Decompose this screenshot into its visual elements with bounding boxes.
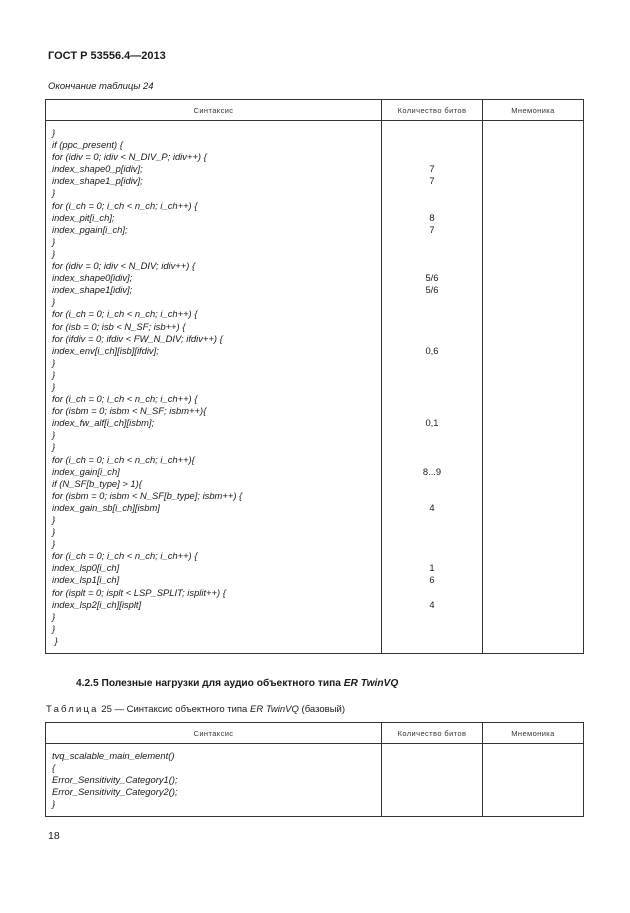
bits-value (382, 514, 482, 526)
bits-value (382, 200, 482, 212)
column-header-bits: Количество битов (382, 100, 483, 121)
bits-value (382, 187, 482, 199)
column-header-syntax: Синтаксис (46, 723, 382, 744)
section-heading (76, 678, 398, 689)
bits-value (382, 405, 482, 417)
syntax-table-24 (45, 99, 584, 654)
syntax-line: } (52, 296, 56, 308)
syntax-line: for (i_ch = 0; i_ch < n_ch; i_ch++) { (52, 550, 198, 562)
bits-value (382, 369, 482, 381)
syntax-line: } (52, 127, 56, 138)
bits-value: 8...9 (422, 465, 442, 477)
page-number: 18 (48, 830, 60, 842)
syntax-line: index_gain[i_ch] (52, 465, 120, 477)
bits-value (382, 798, 482, 810)
caption-word: Таблица (46, 704, 99, 715)
bits-value (382, 538, 482, 550)
syntax-line: } (52, 538, 56, 550)
syntax-line: for (i_ch = 0; i_ch < n_ch; i_ch++) { (52, 393, 198, 405)
syntax-line: } (52, 247, 56, 259)
syntax-line: index_env[i_ch][isb][ifdiv]; (52, 344, 159, 356)
bits-value (382, 587, 482, 599)
bits-value (382, 321, 482, 333)
mnemonic-cell (483, 121, 584, 654)
bits-value (382, 236, 482, 248)
syntax-line: index_gain_sb[i_ch][isbm] (52, 501, 160, 513)
syntax-line: for (isbm = 0; isbm < N_SF; isbm++){ (52, 405, 207, 417)
bits-value: 5/6 (425, 272, 439, 284)
syntax-line: Error_Sensitivity_Category2(); (52, 786, 178, 798)
bits-value (382, 248, 482, 260)
syntax-line: } (52, 441, 56, 453)
bits-value (382, 357, 482, 369)
bits-value: 1 (429, 562, 435, 574)
syntax-line: } (52, 356, 56, 368)
bits-value (382, 139, 482, 151)
syntax-line: tvq_scalable_main_element() (52, 750, 175, 761)
syntax-table-25 (45, 722, 584, 817)
syntax-line: } (52, 368, 56, 380)
section-title-type: ER TwinVQ (343, 678, 399, 689)
syntax-line: index_lsp0[i_ch] (52, 562, 120, 574)
syntax-line: for (isbm = 0; isbm < N_SF[b_type]; isbm++) { (52, 489, 243, 501)
syntax-line: index_shape0_p[idiv]; (52, 163, 143, 175)
syntax-line: } (52, 526, 56, 538)
syntax-cell (46, 744, 382, 817)
bits-value (382, 151, 482, 163)
bits-value (382, 260, 482, 272)
table-header-row (46, 100, 584, 121)
bits-value (382, 750, 482, 762)
bits-value (382, 333, 482, 345)
bits-value (382, 441, 482, 453)
bits-value (382, 127, 482, 139)
syntax-line: } (52, 380, 56, 392)
table-body-row (46, 121, 584, 654)
syntax-line: index_lsp1[i_ch] (52, 574, 120, 586)
column-header-mnemonic: Мнемоника (483, 100, 584, 121)
column-header-mnemonic: Мнемоника (483, 723, 584, 744)
bits-value: 4 (429, 501, 435, 513)
bits-value (382, 454, 482, 466)
document-code: ГОСТ Р 53556.4—2013 (48, 50, 166, 62)
caption-suffix: (базовый) (301, 704, 345, 715)
bits-value: 7 (429, 175, 435, 187)
bits-value (382, 490, 482, 502)
syntax-line: index_shape1[idiv]; (52, 284, 133, 296)
syntax-line: index_shape1_p[idiv]; (52, 175, 143, 187)
bits-value (382, 774, 482, 786)
syntax-line: for (isb = 0; isb < N_SF; isb++) { (52, 320, 186, 332)
section-title: Полезные нагрузки для аудио объектного типа (101, 678, 341, 689)
bits-value: 7 (429, 223, 435, 235)
bits-value (382, 526, 482, 538)
caption-number: 25 — Синтаксис объектного типа (101, 704, 248, 715)
syntax-line: for (isplt = 0; isplt < LSP_SPLIT; isplit++) { (52, 586, 226, 598)
bits-lines (382, 127, 482, 647)
column-header-syntax: Синтаксис (46, 100, 382, 121)
syntax-line: index_lsp2[i_ch][isplt] (52, 598, 142, 610)
column-header-bits: Количество битов (382, 723, 483, 744)
caption-type: ER TwinVQ (249, 704, 299, 715)
bits-value: 7 (429, 163, 435, 175)
bits-value: 0,1 (425, 417, 439, 429)
bits-value (382, 478, 482, 490)
syntax-line: } (52, 622, 56, 634)
syntax-line: } (52, 634, 58, 646)
syntax-line: index_pit[i_ch]; (52, 211, 115, 223)
syntax-line: for (i_ch = 0; i_ch < n_ch; i_ch++){ (52, 453, 195, 465)
bits-cell (382, 121, 483, 654)
syntax-line: if (ppc_present) { (52, 139, 123, 151)
bits-value: 6 (429, 574, 435, 586)
bits-cell (382, 744, 483, 817)
table-body-row (46, 744, 584, 817)
mnemonic-cell (483, 744, 584, 817)
syntax-lines (52, 127, 381, 647)
bits-value: 8 (429, 211, 435, 223)
bits-value (382, 611, 482, 623)
syntax-line: for (i_ch = 0; i_ch < n_ch; i_ch++) { (52, 308, 198, 320)
syntax-line: } (52, 187, 56, 199)
bits-value (382, 623, 482, 635)
bits-lines (382, 750, 482, 810)
syntax-line: } (52, 798, 56, 810)
syntax-line: } (52, 610, 56, 622)
syntax-line: index_pgain[i_ch]; (52, 223, 128, 235)
syntax-line: for (idiv = 0; idiv < N_DIV_P; idiv++) { (52, 151, 207, 163)
syntax-line: index_shape0[idiv]; (52, 272, 133, 284)
bits-value (382, 429, 482, 441)
table-25-caption (46, 704, 345, 715)
syntax-line: Error_Sensitivity_Category1(); (52, 774, 178, 786)
syntax-line: for (ifdiv = 0; ifdiv < FW_N_DIV; ifdiv++) { (52, 332, 223, 344)
bits-value (382, 308, 482, 320)
syntax-cell (46, 121, 382, 654)
bits-value: 0,6 (425, 344, 439, 356)
bits-value (382, 762, 482, 774)
bits-value: 4 (429, 598, 435, 610)
bits-value (382, 786, 482, 798)
bits-value (382, 550, 482, 562)
bits-value (382, 635, 482, 647)
section-number: 4.2.5 (76, 678, 99, 689)
table-header-row (46, 723, 584, 744)
syntax-line: { (52, 762, 56, 774)
syntax-line: for (idiv = 0; idiv < N_DIV; idiv++) { (52, 260, 196, 272)
syntax-line: } (52, 235, 56, 247)
bits-value (382, 393, 482, 405)
table-continuation-caption: Окончание таблицы 24 (48, 81, 154, 92)
bits-value: 5/6 (425, 284, 439, 296)
syntax-line: index_fw_alf[i_ch][isbm]; (52, 417, 155, 429)
syntax-line: } (52, 429, 56, 441)
bits-value (382, 381, 482, 393)
syntax-lines (52, 750, 381, 810)
syntax-line: } (52, 514, 56, 525)
bits-value (382, 296, 482, 308)
syntax-line: if (N_SF[b_type] > 1){ (52, 477, 142, 489)
syntax-line: for (i_ch = 0; i_ch < n_ch; i_ch++) { (52, 199, 198, 211)
